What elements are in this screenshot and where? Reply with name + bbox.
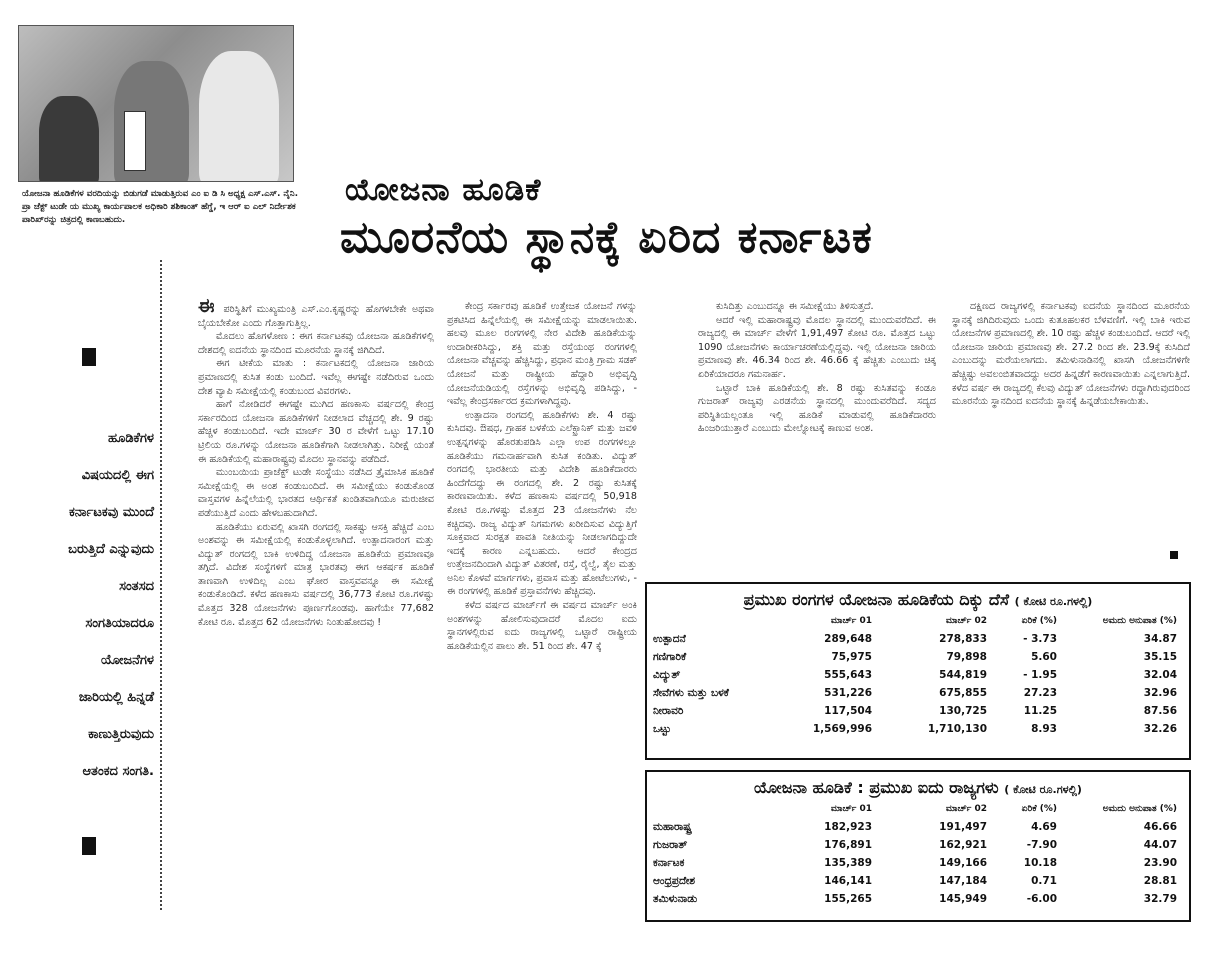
- table-cell: 278,833: [939, 633, 987, 645]
- article-column-3: [698, 300, 936, 436]
- table-cell: -6.00: [1026, 893, 1057, 905]
- paragraph-text: ಆದರೆ ಇಲ್ಲಿ ಮಹಾರಾಷ್ಟ್ರವು ಮೊದಲ ಸ್ಥಾನದಲ್ಲಿ ಮುಂದುವರೆದಿದೆ. ಈ ರಾಜ್ಯದಲ್ಲಿ ಈ ಮಾರ್ಚ್ ವೇಳೆಗೆ 1,91,497 ಕೋಟಿ ರೂ. ಮೊತ್ತದ ಒಟ್ಟು 1090 ಯೋಜನೆಗಳು ಕಾರ್ಯಾಚರಣೆಯಲ್ಲಿದ್ದವು. ಇಲ್ಲಿ ಯೋಜನಾ ಜಾರಿಯ ಪ್ರಮಾಣವು ಶೇ. 46.34 ರಿಂದ ಶೇ. 46.66 ಕ್ಕೆ ಹೆಚ್ಚಿತು ಎಂಬುದು ಚಿಕ್ಕ ಏರಿಕೆಯಾದರೂ ಗಮನಾರ್ಹ.: [698, 314, 936, 380]
- table-row: [647, 630, 1189, 648]
- table-cell: 4.69: [1031, 821, 1057, 833]
- table-title: [647, 584, 1189, 612]
- table-cell: ಕರ್ನಾಟಕ: [653, 856, 685, 869]
- table-cell: 191,497: [939, 821, 987, 833]
- article-column-1: [198, 295, 435, 629]
- table-row: [647, 666, 1189, 684]
- table-cell: 23.90: [1143, 857, 1177, 869]
- paragraph-text: ಕಳೆದ ವರ್ಷದ ಮಾರ್ಚ್‌ಗೆ ಈ ವರ್ಷದ ಮಾರ್ಚ್ ಅಂಕಿ ಅಂಶಗಳನ್ನು ಹೋಲಿಸುವುದಾದರೆ ಮೊದಲ ಐದು ಸ್ಥಾನಗಳಲ್ಲಿರುವ ಐದು ರಾಜ್ಯಗಳಲ್ಲಿ ಒಟ್ಟಾರೆ ರಾಷ್ಟ್ರೀಯ ಹೂಡಿಕೆಯಲ್ಲಿನ ಪಾಲು ಶೇ. 51 ರಿಂದ ಶೇ. 47 ಕ್ಕೆ: [447, 600, 637, 652]
- photo-caption: ಯೋಜನಾ ಹೂಡಿಕೆಗಳ ವರದಿಯನ್ನು ಬಿಡುಗಡೆ ಮಾಡುತ್ತಿರುವ ಎಂ ಐ ಡಿ ಸಿ ಅಧ್ಯಕ್ಷ ಎಸ್.ಎಸ್. ನೈನಿ. ಪ್ರಾ ಜೆಕ್ಟ್ ಟುಡೇ ಯ ಮುಖ್ಯ ಕಾರ್ಯಪಾಲಕ ಅಧಿಕಾರಿ ಶಶಿಕಾಂತ್ ಹೆಗ್ಡೆ, ಇ ಆರ್ ಐ ಎಲ್ ನಿರ್ದೇಶಕ ಪಾರಿಖ್‌ರನ್ನು ಚಿತ್ರದಲ್ಲಿ ಕಾಣಬಹುದು.: [22, 189, 298, 225]
- article-paragraph: [198, 398, 434, 466]
- table-cell: 32.26: [1143, 723, 1177, 735]
- paragraph-text: ಕೇಂದ್ರ ಸರ್ಕಾರವು ಹೂಡಿಕೆ ಉತ್ತೇಜಕ ಯೋಜನೆ ಗಳನ್ನು ಪ್ರಕಟಿಸಿದ ಹಿನ್ನೆಲೆಯಲ್ಲಿ ಈ ಸಮೀಕ್ಷೆಯನ್ನು ಮಾಡಲಾಯಿತು. ಹಲವು ಮೂಲ ರಂಗಗಳಲ್ಲಿ ನೇರ ವಿದೇಶಿ ಹೂಡಿಕೆಯನ್ನು ಉದಾರೀಕರಿಸಿದ್ದು, ಶಕ್ತಿ ಮತ್ತು ರಸ್ತೆಯಂಥ ರಂಗಗಳಲ್ಲಿ ಯೋಜನಾ ವೆಚ್ಚವನ್ನು ಹೆಚ್ಚಿಸಿದ್ದು, ಪ್ರಧಾನ ಮಂತ್ರಿ ಗ್ರಾಮ ಸಡಕ್ ಯೋಜನೆ ಮತ್ತು ರಾಷ್ಟ್ರೀಯ ಹೆದ್ದಾರಿ ಅಭಿವೃದ್ಧಿ ಯೋಜನೆಯಡಿಯಲ್ಲಿ ರಸ್ತೆಗಳನ್ನು ಅಭಿವೃದ್ಧಿ ಪಡಿಸಿದ್ದು, - ಇವೆಲ್ಲ ಕೇಂದ್ರಸರ್ಕಾರದ ಕ್ರಮಗಳಾಗಿದ್ದವು.: [447, 301, 637, 408]
- table-cell: - 3.73: [1023, 633, 1057, 645]
- pull-quote-line: ಕರ್ನಾಟಕವು ಮುಂದೆ: [68, 505, 154, 520]
- table-cell: 32.96: [1143, 687, 1177, 699]
- table-row: [647, 702, 1189, 720]
- article-paragraph: [198, 521, 434, 630]
- article-paragraph: [198, 295, 435, 330]
- table-row: [647, 890, 1189, 908]
- table-header-row: [647, 800, 1189, 818]
- article-kicker: ಯೋಜನಾ ಹೂಡಿಕೆ: [345, 172, 542, 208]
- article-paragraph: [698, 300, 936, 314]
- table-unit: ( ಕೋಟಿ ರೂ.ಗಳಲ್ಲಿ): [1004, 783, 1082, 796]
- table-cell: 34.87: [1143, 633, 1177, 645]
- article-headline: ಮೂರನೆಯ ಸ್ಥಾನಕ್ಕೆ ಏರಿದ ಕರ್ನಾಟಕ: [340, 212, 873, 263]
- table-cell: ಅಮದು ಅನುಪಾತ (%): [1102, 804, 1177, 814]
- table-cell: 32.79: [1143, 893, 1177, 905]
- table-cell: 176,891: [824, 839, 872, 851]
- table-title: [647, 772, 1189, 800]
- pull-quote-line: ಆತಂಕದ ಸಂಗತಿ.: [82, 764, 154, 779]
- article-paragraph: [698, 382, 936, 436]
- table-cell: - 1.95: [1023, 669, 1057, 681]
- article-paragraph: [952, 300, 1190, 409]
- table-cell: ಸೇವೆಗಳು ಮತ್ತು ಬಳಕೆ: [653, 686, 729, 699]
- table-row: [647, 818, 1189, 836]
- table-cell: 32.04: [1143, 669, 1177, 681]
- table-cell: 11.25: [1023, 705, 1057, 717]
- table-cell: ಗುಜರಾತ್: [653, 838, 688, 851]
- table-cell: 544,819: [939, 669, 987, 681]
- pull-quote-line: ಕಾಣುತ್ತಿರುವುದು: [88, 727, 154, 742]
- article-paragraph: [198, 330, 434, 357]
- table-cell: 155,265: [824, 893, 872, 905]
- table-cell: ಮಾರ್ಚ್ 02: [945, 804, 987, 814]
- article-paragraph: [198, 466, 434, 520]
- table-cell: 145,949: [939, 893, 987, 905]
- table-cell: 675,855: [939, 687, 987, 699]
- state-investment-table: [645, 770, 1191, 922]
- table-cell: 28.81: [1143, 875, 1177, 887]
- table-cell: ವಿದ್ಯುತ್: [653, 668, 681, 681]
- sector-investment-table: [645, 582, 1191, 760]
- table-cell: 0.71: [1031, 875, 1057, 887]
- article-paragraph: [447, 300, 637, 409]
- table-cell: 162,921: [939, 839, 987, 851]
- pull-quote-line: ಸಂಗತಿಯಾದರೂ: [85, 616, 154, 631]
- pull-quote-line: ಯೋಜನೆಗಳ: [100, 653, 154, 668]
- table-cell: 79,898: [946, 651, 987, 663]
- table-cell: 531,226: [824, 687, 872, 699]
- end-mark: [1170, 551, 1178, 559]
- table-cell: ಮಹಾರಾಷ್ಟ್ರ: [653, 820, 692, 833]
- table-cell: 289,648: [824, 633, 872, 645]
- article-paragraph: [447, 599, 637, 653]
- table-row: [647, 854, 1189, 872]
- table-cell: 130,725: [939, 705, 987, 717]
- table-row: [647, 836, 1189, 854]
- paragraph-text: ಪರಿಸ್ಥಿತಿಗೆ ಮುಖ್ಯಮಂತ್ರಿ ಎಸ್.ಎಂ.ಕೃಷ್ಣರನ್ನು ಹೊಗಳಬೇಕೇ ಅಥವಾ ಬೈಯಬೇಕೋ ಎಂದು ಗೊತ್ತಾಗುತ್ತಿಲ್ಲ.: [198, 304, 435, 329]
- table-cell: 1,569,996: [812, 723, 872, 735]
- table-cell: 8.93: [1031, 723, 1057, 735]
- column-divider: [160, 260, 162, 910]
- paragraph-text: ಹೂಡಿಕೆಯು ಏರುವಲ್ಲಿ ಖಾಸಗಿ ರಂಗದಲ್ಲಿ ಸಾಕಷ್ಟು ಆಸಕ್ತಿ ಹೆಚ್ಚಿದೆ ಎಂಬ ಅಂಶವನ್ನು ಈ ಸಮೀಕ್ಷೆಯಲ್ಲಿ ಕಂಡುಕೊಳ್ಳಲಾಗಿದೆ. ಉತ್ಪಾದನಾರಂಗ ಮತ್ತು ವಿದ್ಯುತ್ ರಂಗದಲ್ಲಿ ಬಾಕಿ ಉಳಿದಿದ್ದ ಯೋಜನಾ ಹೂಡಿಕೆಯ ಪ್ರಮಾಣವೂ ತಗ್ಗಿದೆ. ವಿದೇಶ ಸಂಸ್ಥೆಗಳಿಗೆ ಮಾತ್ರ ಭಾರತವು ಈಗ ಆಕರ್ಷಕ ಹೂಡಿಕೆ ತಾಣವಾಗಿ ಉಳಿದಿಲ್ಲ ಎಂಬ ಘೋರ ವಾಸ್ತವವನ್ನೂ ಈ ಸಮೀಕ್ಷೆ ಕಂಡುಕೊಂಡಿದೆ. ಕಳೆದ ಹಣಕಾಸು ವರ್ಷದಲ್ಲಿ 36,773 ಕೋಟಿ ರೂ.ಗಳಷ್ಟು ಮೊತ್ತದ 328 ಯೋಜನೆಗಳು ಪೂರ್ಣಗೊಂಡವು. ಹಾಗೆಯೇ 77,682 ಕೋಟಿ ರೂ. ಮೊತ್ತದ 62 ಯೋಜನೆಗಳು ನಿಂತುಹೋದವು !: [198, 521, 434, 628]
- table-cell: ಗಣಿಗಾರಿಕೆ: [653, 650, 687, 663]
- table-cell: ಮಾರ್ಚ್ 01: [830, 804, 872, 814]
- pull-quote-line: ಜಾರಿಯಲ್ಲಿ ಹಿನ್ನಡೆ: [78, 690, 154, 705]
- table-cell: ಆಂಧ್ರಪ್ರದೇಶ: [653, 874, 695, 887]
- drop-cap: ಈ: [198, 295, 224, 317]
- pull-quote: [22, 420, 154, 790]
- bullet-block-top: [82, 348, 96, 366]
- paragraph-text: ಮೊದಲು ಹೊಗಳೋಣ : ಈಗ ಕರ್ನಾಟಕವು ಯೋಜನಾ ಹೂಡಿಕೆಗಳಲ್ಲಿ ದೇಶದಲ್ಲಿ ಐದನೆಯ ಸ್ಥಾನದಿಂದ ಮೂರನೆಯ ಸ್ಥಾನಕ್ಕೆ ಜಿಗಿದಿದೆ.: [198, 331, 434, 356]
- table-title-text: ಯೋಜನಾ ಹೂಡಿಕೆ : ಪ್ರಮುಖ ಐದು ರಾಜ್ಯಗಳು: [754, 778, 1005, 797]
- paragraph-text: ಈಗ ಟೀಕೆಯ ಮಾತು : ಕರ್ನಾಟಕದಲ್ಲಿ ಯೋಜನಾ ಜಾರಿಯ ಪ್ರಮಾಣದಲ್ಲಿ ಕುಸಿತ ಕಂಡು ಬಂದಿದೆ. ಇವೆಲ್ಲ ಈಗಷ್ಟೇ ನಡೆದಿರುವ ಒಂದು ದೇಶ ವ್ಯಾಪಿ ಸಮೀಕ್ಷೆಯಲ್ಲಿ ಕಂಡುಬಂದ ವಿವರಗಳು.: [198, 358, 434, 397]
- article-column-4: [952, 300, 1190, 409]
- table-cell: 147,184: [939, 875, 987, 887]
- table-cell: 35.15: [1143, 651, 1177, 663]
- paragraph-text: ಒಟ್ಟಾರೆ ಬಾಕಿ ಹೂಡಿಕೆಯಲ್ಲಿ ಶೇ. 8 ರಷ್ಟು ಕುಸಿತವನ್ನು ಕಂಡೂ ಗುಜರಾತ್ ರಾಜ್ಯವು ಎರಡನೆಯ ಸ್ಥಾನದಲ್ಲಿ ಮುಂದುವರೆದಿದೆ. ಸದ್ಯದ ಪರಿಸ್ಥಿತಿಯಲ್ಲಂತೂ ಇಲ್ಲಿ ಹೂಡಿಕೆ ಮಾಡುವಲ್ಲಿ ಹೂಡಿಕೆದಾರರು ಹಿಂಜರಿಯುತ್ತಾರೆ ಎಂಬುದು ಮೇಲ್ನೋಟಕ್ಕೆ ಕಾಣುವ ಅಂಶ.: [698, 382, 936, 435]
- table-row: [647, 872, 1189, 890]
- pull-quote-line: ವಿಷಯದಲ್ಲಿ ಈಗ: [81, 468, 154, 483]
- bullet-block-bottom: [82, 837, 96, 855]
- article-paragraph: [198, 357, 434, 398]
- table-cell: 75,975: [831, 651, 872, 663]
- table-cell: 182,923: [824, 821, 872, 833]
- table-cell: 46.66: [1143, 821, 1177, 833]
- table-cell: 87.56: [1143, 705, 1177, 717]
- table-row: [647, 648, 1189, 666]
- table-header-row: [647, 612, 1189, 630]
- table-cell: 117,504: [824, 705, 872, 717]
- table-cell: ಮಾರ್ಚ್ 02: [945, 616, 987, 626]
- pull-quote-line: ಸಂತಸದ: [119, 579, 154, 594]
- table-cell: 146,141: [824, 875, 872, 887]
- table-cell: ಏರಿಕೆ (%): [1021, 616, 1057, 626]
- article-paragraph: [698, 314, 936, 382]
- table-cell: ಏರಿಕೆ (%): [1021, 804, 1057, 814]
- table-cell: -7.90: [1026, 839, 1057, 851]
- table-cell: ಉತ್ಪಾದನೆ: [653, 632, 686, 645]
- table-cell: 27.23: [1023, 687, 1057, 699]
- table-cell: ಅಮದು ಅನುಪಾತ (%): [1102, 616, 1177, 626]
- table-cell: 1,710,130: [927, 723, 987, 735]
- table-cell: 10.18: [1023, 857, 1057, 869]
- paragraph-text: ದಕ್ಷಿಣದ ರಾಜ್ಯಗಳಲ್ಲಿ ಕರ್ನಾಟಕವು ಐದನೆಯ ಸ್ಥಾನದಿಂದ ಮೂರನೆಯ ಸ್ಥಾನಕ್ಕೆ ಜಿಗಿದಿರುವುದು ಒಂದು ಕುತೂಹಲಕರ ಬೆಳವಣಿಗೆ. ಇಲ್ಲಿ ಬಾಕಿ ಇರುವ ಯೋಜನೆಗಳ ಪ್ರಮಾಣದಲ್ಲಿ ಶೇ. 10 ರಷ್ಟು ಹೆಚ್ಚಳ ಕಂಡುಬಂದಿದೆ. ಆದರೆ ಇಲ್ಲಿ ಯೋಜನಾ ಜಾರಿಯ ಪ್ರಮಾಣವು ಶೇ. 27.2 ರಿಂದ ಶೇ. 23.9ಕ್ಕೆ ಕುಸಿದಿದೆ ಎಂಬುದನ್ನು ಮರೆಯಲಾಗದು. ತಮಿಳುನಾಡಿನಲ್ಲಿ ಖಾಸಗಿ ಯೋಜನೆಗಳಿಗೇ ಹೆಚ್ಚಿಷ್ಟು ಅವಲಂಬಿತವಾದದ್ದು ಅದರ ಹಿನ್ನಡೆಗೆ ಕಾರಣವಾಯಿತು ಎನ್ನಲಾಗುತ್ತಿದೆ. ಕಳೆದ ವರ್ಷ ಈ ರಾಜ್ಯದಲ್ಲಿ ಕೆಲವು ವಿದ್ಯುತ್ ಯೋಜನೆಗಳು ರದ್ದಾಗಿರುವುದರಿಂದ ಮೂರನೆಯ ಸ್ಥಾನದಿಂದ ಐದನೆಯ ಸ್ಥಾನಕ್ಕೆ ಹಿನ್ನಡೆಯಬೇಕಾಯಿತು.: [952, 301, 1190, 408]
- pull-quote-line: ಬರುತ್ತಿದೆ ಎನ್ನುವುದು: [68, 542, 154, 557]
- table-cell: ನೀರಾವರಿ: [653, 704, 684, 717]
- table-cell: ತಮಿಳುನಾಡು: [653, 892, 698, 905]
- paragraph-text: ಮುಂಬಯಿಯ ಪ್ರಾಜೆಕ್ಟ್ ಟುಡೇ ಸಂಸ್ಥೆಯು ನಡೆಸಿದ ತ್ರೈಮಾಸಿಕ ಹೂಡಿಕೆ ಸಮೀಕ್ಷೆಯಲ್ಲಿ ಈ ಅಂಶ ಕಂಡುಬಂದಿದೆ. ಈ ಸಮೀಕ್ಷೆಯು ಕಂಡುಕೊಂಡ ವಾಸ್ತವಗಳ ಹಿನ್ನೆಲೆಯಲ್ಲಿ ಭಾರತದ ಆರ್ಥಿಕತೆ ಖಂಡಿತವಾಗಿಯೂ ಮರುಜೀವ ಪಡೆಯುತ್ತಿದೆ ಎಂದು ಹೇಳಬಹುದಾಗಿದೆ.: [198, 467, 434, 519]
- table-cell: 149,166: [939, 857, 987, 869]
- article-column-2: [447, 300, 637, 653]
- paragraph-text: ಹಾಗೆ ನೋಡಿದರೆ ಈಗಷ್ಟೇ ಮುಗಿದ ಹಣಕಾಸು ವರ್ಷದಲ್ಲಿ ಕೇಂದ್ರ ಸರ್ಕಾರದಿಂದ ಯೋಜನಾ ಹೂಡಿಕೆಗಳಿಗೆ ನೀಡಲಾದ ವೆಚ್ಚದಲ್ಲಿ ಶೇ. 9 ರಷ್ಟು ಹೆಚ್ಚಳ ಕಂಡುಬಂದಿದೆ. ಇದೇ ಮಾರ್ಚ್ 30 ರ ವೇಳೆಗೆ ಒಟ್ಟು 17.10 ಟ್ರಿಲಿಯ ರೂ.ಗಳನ್ನು ಯೋಜನಾ ಹೂಡಿಕೆಗಾಗಿ ನೀಡಲಾಗಿತ್ತು. ನಿರೀಕ್ಷೆ ಯಂತೆ ಈ ಹೂಡಿಕೆಯಲ್ಲಿ ಮಹಾರಾಷ್ಟ್ರವು ಮೊದಲ ಸ್ಥಾನವನ್ನು ಪಡೆದಿದೆ.: [198, 399, 434, 465]
- paragraph-text: ಕುಸಿದಿತ್ತು ಎಂಬುದನ್ನೂ ಈ ಸಮೀಕ್ಷೆಯು ತಿಳಿಸುತ್ತದೆ.: [716, 301, 874, 312]
- article-paragraph: [447, 409, 637, 599]
- table-cell: ಮಾರ್ಚ್ 01: [830, 616, 872, 626]
- news-photo: [18, 25, 294, 182]
- table-cell: ಒಟ್ಟು: [653, 722, 672, 735]
- table-row: [647, 684, 1189, 702]
- table-unit: ( ಕೋಟಿ ರೂ.ಗಳಲ್ಲಿ): [1014, 595, 1093, 608]
- table-row: [647, 720, 1189, 738]
- table-cell: 135,389: [824, 857, 872, 869]
- table-cell: 555,643: [824, 669, 872, 681]
- table-cell: 5.60: [1031, 651, 1057, 663]
- pull-quote-line: ಹೂಡಿಕೆಗಳ: [108, 431, 154, 446]
- paragraph-text: ಉತ್ಪಾದನಾ ರಂಗದಲ್ಲಿ ಹೂಡಿಕೆಗಳು ಶೇ. 4 ರಷ್ಟು ಕುಸಿದವು. ಔಷಧ, ಗ್ರಾಹಕ ಬಳಕೆಯ ಎಲೆಕ್ಟ್ರಾನಿಕ್ ಮತ್ತು ಜವಳಿ ಉತ್ಪನ್ನಗಳನ್ನು ಹೊರತುಪಡಿಸಿ ಎಲ್ಲಾ ಉಪ ರಂಗಗಳಲ್ಲೂ ಹೂಡಿಕೆಯು ಗಮನಾರ್ಹವಾಗಿ ಕುಸಿತ ಕಂಡಿತು. ವಿದ್ಯುತ್ ರಂಗದಲ್ಲಿ ಭಾರತೀಯ ಮತ್ತು ವಿದೇಶಿ ಹೂಡಿಕೆದಾರರು ಹಿಂದೆಗೆದದ್ದು ಈ ರಂಗದಲ್ಲಿ ಶೇ. 2 ರಷ್ಟು ಕುಸಿತಕ್ಕೆ ಕಾರಣವಾಯಿತು. ಕಳೆದ ಹಣಕಾಸು ವರ್ಷದಲ್ಲಿ 50,918 ಕೋಟಿ ರೂ.ಗಳಷ್ಟು ಮೊತ್ತದ 23 ಯೋಜನೆಗಳು ನೆಲ ಕಚ್ಚಿದವು. ರಾಜ್ಯ ವಿದ್ಯುತ್ ನಿಗಮಗಳು ಖರೀದಿಸುವ ವಿದ್ಯುತ್ತಿಗೆ ಸೂಕ್ತವಾದ ಸುರಕ್ಷತ ಪಾವತಿ ನೀತಿಯನ್ನು ನೀಡಲಾಗದಿದ್ದುದೇ ಇದಕ್ಕೆ ಕಾರಣ ಎನ್ನಬಹುದು. ಆದರೆ ಕೇಂದ್ರದ ಉತ್ತೇಜನದಿಂದಾಗಿ ವಿದ್ಯುತ್ ವಿತರಣೆ, ರಸ್ತೆ, ರೈಲ್ವೆ, ತೈಲ ಮತ್ತು ಅನಿಲ ಕೊಳವೆ ಮಾರ್ಗಗಳು, ಪ್ರವಾಸ ಮತ್ತು ಹೋಟೆಲುಗಳು, - ಈ ರಂಗಗಳಲ್ಲಿ ಹೂಡಿಕೆ ಪ್ರಸ್ತಾವನೆಗಳು ಹೆಚ್ಚಿದವು.: [447, 409, 637, 598]
- table-cell: 44.07: [1143, 839, 1177, 851]
- table-title-text: ಪ್ರಮುಖ ರಂಗಗಳ ಯೋಜನಾ ಹೂಡಿಕೆಯ ದಿಕ್ಕು ದೆಸೆ: [743, 590, 1015, 609]
